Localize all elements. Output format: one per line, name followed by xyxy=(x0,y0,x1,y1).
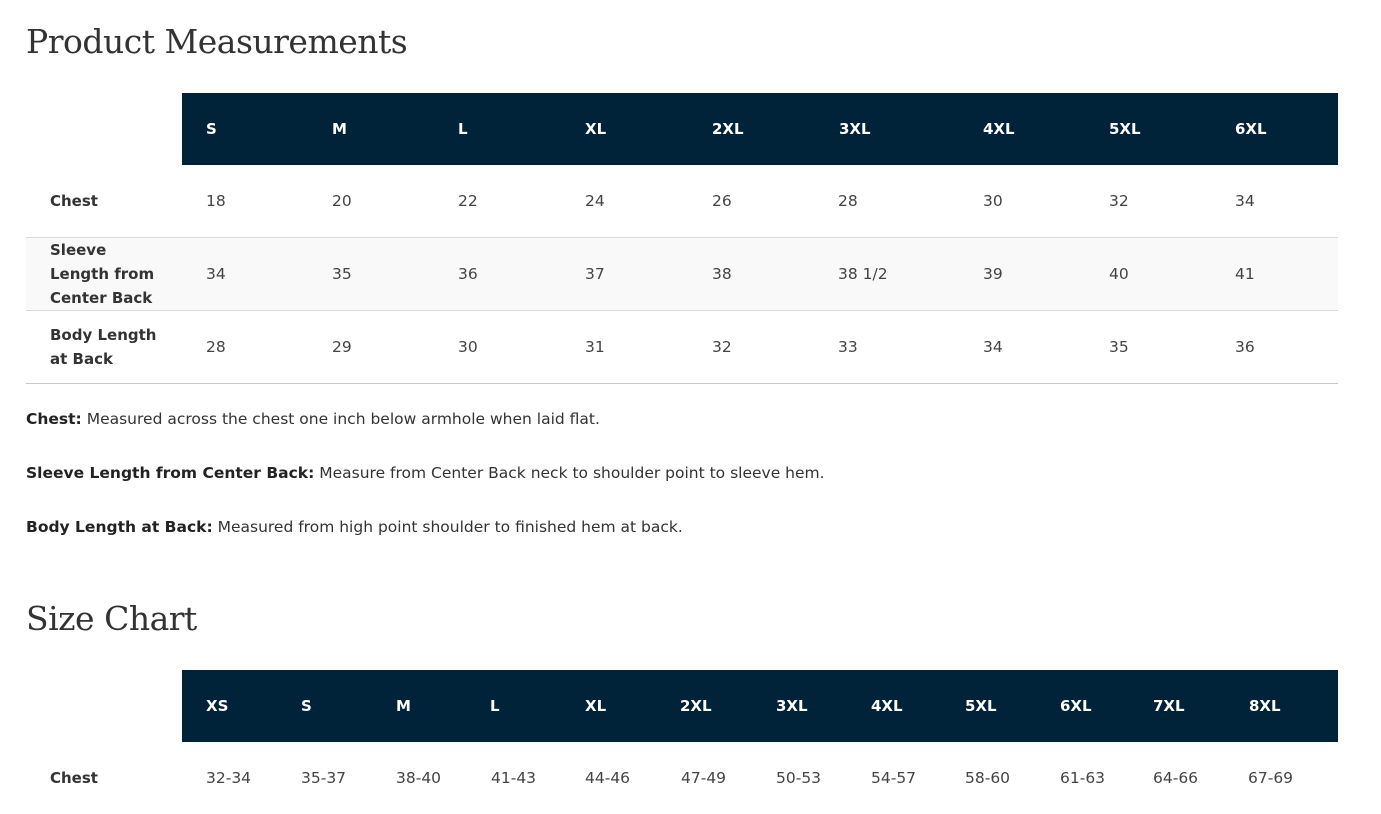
table-cell: 32 xyxy=(712,338,732,356)
note-term: Chest: xyxy=(26,410,82,428)
table-cell: 20 xyxy=(332,192,352,210)
table-cell: 41 xyxy=(1235,265,1255,283)
row-label: Sleeve Length from Center Back xyxy=(50,241,155,307)
table-cell: 24 xyxy=(585,192,605,210)
size-header: 6XL xyxy=(1060,697,1092,715)
table-cell: 44-46 xyxy=(585,769,631,787)
table-cell: 29 xyxy=(332,338,352,356)
table-row-body-length xyxy=(26,311,1338,384)
size-header: M xyxy=(396,697,411,715)
table-row-chest xyxy=(26,165,1338,238)
size-header-band xyxy=(182,670,1338,742)
size-header: 5XL xyxy=(965,697,997,715)
sleeve-length-note xyxy=(26,464,825,482)
table-cell: 35 xyxy=(332,265,352,283)
note-text: Measured across the chest one inch below armhole when laid flat. xyxy=(81,410,600,428)
size-header: 4XL xyxy=(983,120,1015,138)
size-header: 2XL xyxy=(680,697,712,715)
size-header: L xyxy=(458,120,468,138)
size-chart-table xyxy=(26,670,1338,814)
table-cell: 38 1/2 xyxy=(838,265,888,283)
table-cell: 34 xyxy=(1235,192,1255,210)
row-label: Chest xyxy=(50,192,98,210)
header-spacer xyxy=(26,670,182,742)
table-cell: 28 xyxy=(206,338,226,356)
table-cell: 64-66 xyxy=(1153,769,1199,787)
note-term: Body Length at Back: xyxy=(26,518,213,536)
table-header xyxy=(26,670,1338,742)
table-cell: 26 xyxy=(712,192,732,210)
table-cell: 67-69 xyxy=(1248,769,1294,787)
table-cell: 35-37 xyxy=(301,769,347,787)
size-header: 2XL xyxy=(712,120,744,138)
table-cell: 38 xyxy=(712,265,732,283)
table-row-chest xyxy=(26,742,1338,814)
table-cell: 18 xyxy=(206,192,226,210)
size-header: 3XL xyxy=(839,120,871,138)
table-cell: 32-34 xyxy=(206,769,252,787)
size-header: XS xyxy=(206,697,229,715)
table-cell: 30 xyxy=(983,192,1003,210)
size-header: XL xyxy=(585,697,607,715)
size-header: M xyxy=(332,120,347,138)
table-cell: 30 xyxy=(458,338,478,356)
table-cell: 34 xyxy=(983,338,1003,356)
table-cell: 34 xyxy=(206,265,226,283)
table-header xyxy=(26,93,1338,165)
chest-note xyxy=(26,410,600,428)
row-label: Chest xyxy=(50,769,98,787)
table-cell: 36 xyxy=(458,265,478,283)
table-cell: 28 xyxy=(838,192,858,210)
table-cell: 31 xyxy=(585,338,605,356)
size-chart-heading: Size Chart xyxy=(26,599,197,638)
size-header: 8XL xyxy=(1249,697,1281,715)
size-header: S xyxy=(206,120,217,138)
size-header: L xyxy=(490,697,500,715)
body-length-note xyxy=(26,518,683,536)
size-header-band xyxy=(182,93,1338,165)
size-header: 7XL xyxy=(1153,697,1185,715)
table-cell: 32 xyxy=(1109,192,1129,210)
table-cell: 41-43 xyxy=(491,769,537,787)
size-header: 5XL xyxy=(1109,120,1141,138)
size-header: S xyxy=(301,697,312,715)
table-cell: 36 xyxy=(1235,338,1255,356)
table-cell: 39 xyxy=(983,265,1003,283)
size-header: 6XL xyxy=(1235,120,1267,138)
product-measurements-table xyxy=(26,93,1338,384)
note-text: Measure from Center Back neck to shoulder point to sleeve hem. xyxy=(314,464,825,482)
table-row-sleeve-length xyxy=(26,238,1338,311)
table-cell: 50-53 xyxy=(776,769,822,787)
table-cell: 33 xyxy=(838,338,858,356)
size-header: 3XL xyxy=(776,697,808,715)
row-label: Body Length at Back xyxy=(50,326,157,368)
size-header: 4XL xyxy=(871,697,903,715)
table-cell: 35 xyxy=(1109,338,1129,356)
note-term: Sleeve Length from Center Back: xyxy=(26,464,315,482)
note-text: Measured from high point shoulder to finished hem at back. xyxy=(212,518,683,536)
table-cell: 47-49 xyxy=(681,769,727,787)
table-cell: 58-60 xyxy=(965,769,1011,787)
table-cell: 37 xyxy=(585,265,605,283)
size-header: XL xyxy=(585,120,607,138)
table-cell: 40 xyxy=(1109,265,1129,283)
table-cell: 61-63 xyxy=(1060,769,1106,787)
table-cell: 22 xyxy=(458,192,478,210)
product-measurements-heading: Product Measurements xyxy=(26,22,408,61)
table-cell: 38-40 xyxy=(396,769,442,787)
table-cell: 54-57 xyxy=(871,769,917,787)
header-spacer xyxy=(26,93,182,165)
